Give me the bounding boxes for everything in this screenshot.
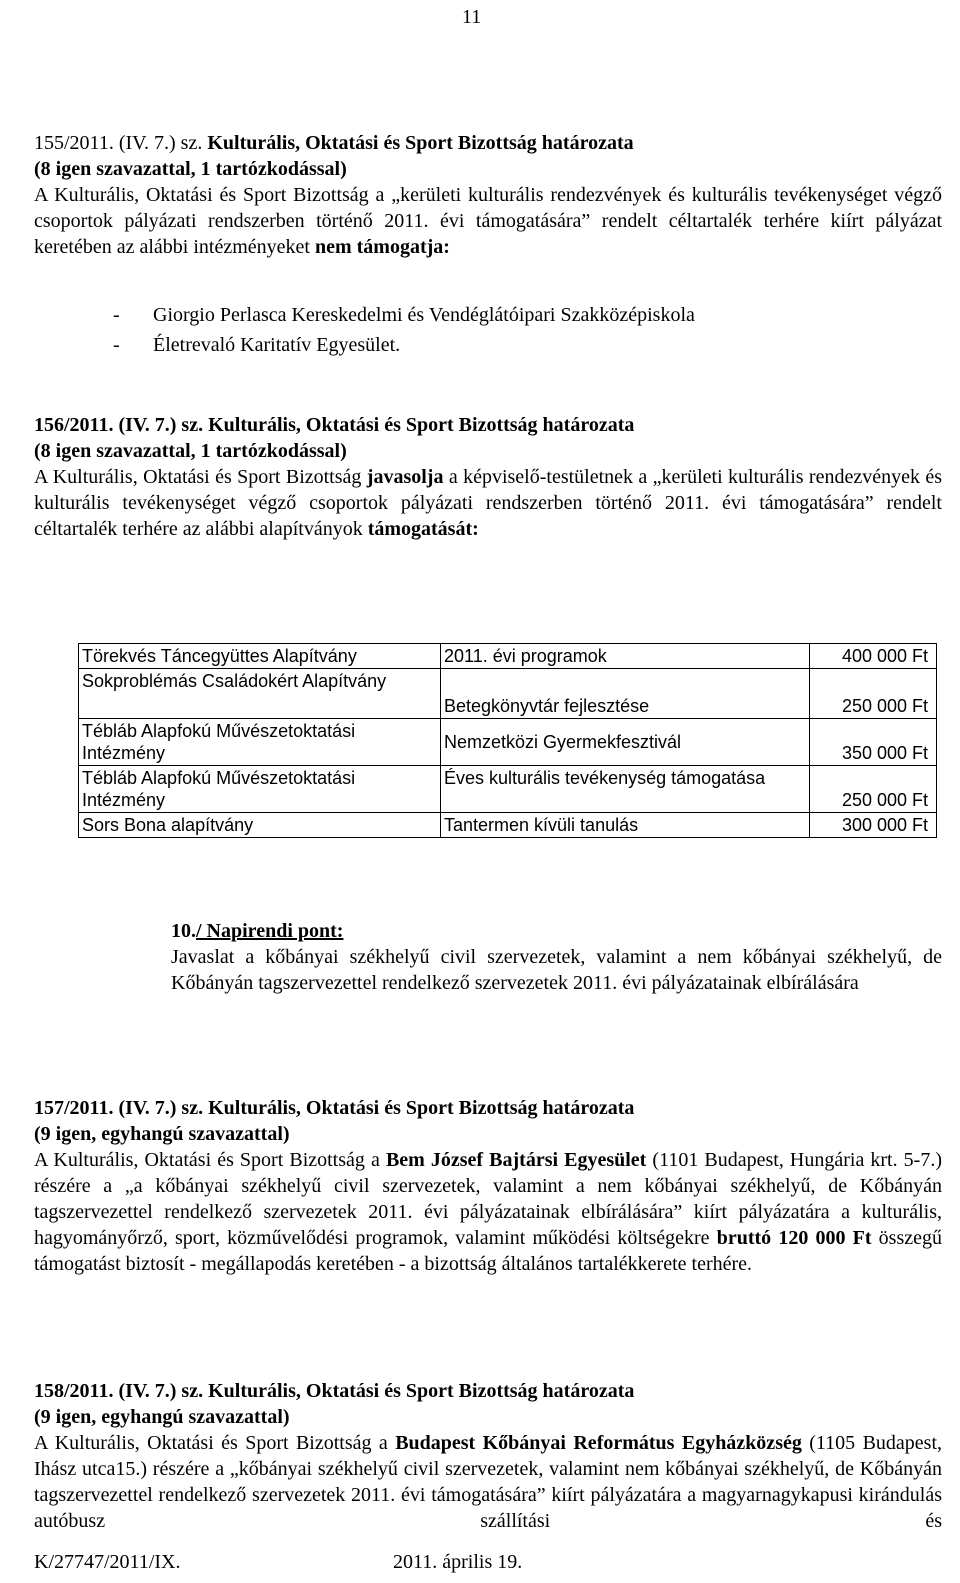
resolution-text-part: A Kulturális, Oktatási és Sport Bizottság a <box>34 1149 380 1171</box>
resolution-text-part: A Kulturális, Oktatási és Sport Bizottság a „kerületi kulturális rendezvények és kulturális tevékenységet végző csoportok pályázati rendszerben történő 2011. évi támogatására” rendelt céltartalék terhére kiírt pályázat keretében az alábbi intézményeket <box>34 184 942 258</box>
footer-date: 2011. április 19. <box>393 1551 523 1573</box>
resolution-text-emphasis: javasolja <box>366 466 444 488</box>
table-cell-purpose: Tantermen kívüli tanulás <box>441 813 810 838</box>
resolution-number: 158/2011. (IV. 7.) sz. <box>34 1380 204 1402</box>
table-row <box>79 669 937 719</box>
resolution-text-part: A Kulturális, Oktatási és Sport Bizottság <box>34 466 362 488</box>
table-cell-amount: 400 000 Ft <box>810 644 937 669</box>
table-cell-purpose: Nemzetközi Gyermekfesztivál <box>441 719 810 766</box>
table-row <box>79 719 937 766</box>
resolution-text-part: összegű támogatást biztosít - megállapodás keretében - a bizottság általános tartalékkerete terhére. <box>34 1227 942 1275</box>
resolution-heading <box>34 130 942 156</box>
resolution-text-part: A Kulturális, Oktatási és Sport Bizottság a <box>34 1432 388 1454</box>
resolution-text-emphasis: támogatását: <box>367 518 479 540</box>
table-cell-org: Sokproblémás Családokért Alapítvány <box>79 669 441 719</box>
table-row <box>79 766 937 813</box>
resolution-number: 156/2011. (IV. 7.) sz. <box>34 414 204 436</box>
page-number: 11 <box>462 6 482 28</box>
resolution-158 <box>34 1378 942 1534</box>
resolution-text-emphasis: nem támogatja: <box>314 236 450 258</box>
resolution-title: Kulturális, Oktatási és Sport Bizottság határozata <box>208 1097 635 1119</box>
table-cell-amount: 250 000 Ft <box>810 766 937 813</box>
resolution-text <box>34 464 942 542</box>
resolution-vote: (8 igen szavazattal, 1 tartózkodással) <box>34 440 347 462</box>
resolution-157 <box>34 1095 942 1277</box>
table-cell-amount: 300 000 Ft <box>810 813 937 838</box>
resolution-vote: (9 igen, egyhangú szavazattal) <box>34 1123 290 1145</box>
resolution-title: Kulturális, Oktatási és Sport Bizottság határozata <box>207 132 634 154</box>
agenda-heading <box>171 918 942 944</box>
resolution-text <box>34 182 942 260</box>
resolution-vote: (9 igen, egyhangú szavazattal) <box>34 1406 290 1428</box>
resolution-title: Kulturális, Oktatási és Sport Bizottság határozata <box>208 414 635 436</box>
list-item: - Giorgio Perlasca Kereskedelmi és Vendéglátóipari Szakközépiskola <box>113 304 695 326</box>
resolution-text-emphasis: bruttó 120 000 Ft <box>716 1227 872 1249</box>
table-row <box>79 644 937 669</box>
resolution-155 <box>34 130 942 260</box>
table-cell-purpose: Éves kulturális tevékenység támogatása <box>441 766 810 813</box>
list-item-text: Életrevaló Karitatív Egyesület. <box>153 334 401 356</box>
table-cell-purpose: Betegkönyvtár fejlesztése <box>441 669 810 719</box>
grant-table <box>78 643 937 838</box>
resolution-heading <box>34 412 942 438</box>
resolution-heading <box>34 1378 942 1404</box>
resolution-text-emphasis: Budapest Kőbányai Református Egyházközség <box>395 1432 802 1454</box>
list-item: - Életrevaló Karitatív Egyesület. <box>113 334 401 356</box>
agenda-text: Javaslat a kőbányai székhelyű civil szervezetek, valamint a nem kőbányai székhelyű, de Kőbányán tagszervezettel rendelkező szervezetek 2011. évi pályázatainak elbírálására <box>171 946 942 994</box>
table-cell-purpose: 2011. évi programok <box>441 644 810 669</box>
agenda-label: / Napirendi pont: <box>196 920 344 942</box>
resolution-heading <box>34 1095 942 1121</box>
resolution-title: Kulturális, Oktatási és Sport Bizottság határozata <box>208 1380 635 1402</box>
resolution-number: 157/2011. (IV. 7.) sz. <box>34 1097 204 1119</box>
resolution-156 <box>34 412 942 542</box>
resolution-text <box>34 1430 942 1534</box>
resolution-text <box>34 1147 942 1277</box>
resolution-number: 155/2011. (IV. 7.) sz. <box>34 132 203 154</box>
resolution-text-part: (1105 Budapest, Ihász utca15.) részére a „kőbányai székhelyű civil szervezetek, valamint nem kőbányai székhelyű, de Kőbányán tagszervezettel rendelkező szervezetek 2011. évi támogatására” kiírt pályázatára a magyarnagykapusi kirándulás autóbusz szállítási és <box>34 1432 943 1532</box>
table-cell-amount: 350 000 Ft <box>810 719 937 766</box>
table-cell-org: Tébláb Alapfokú Művészetoktatási Intézmény <box>79 719 441 766</box>
footer-reference: K/27747/2011/IX. <box>34 1551 181 1573</box>
table-cell-org: Tébláb Alapfokú Művészetoktatási Intézmény <box>79 766 441 813</box>
agenda-item <box>171 918 942 996</box>
agenda-number: 10. <box>171 920 196 942</box>
not-supported-list <box>113 300 695 360</box>
list-item-text: Giorgio Perlasca Kereskedelmi és Vendéglátóipari Szakközépiskola <box>153 304 695 326</box>
resolution-text-part: a képviselő-testületnek a „kerületi kulturális rendezvények és kulturális tevékenységet végző csoportok pályázati rendszerben történő 2011. évi támogatására” rendelt céltartalék terhére az alábbi alapítványok <box>34 466 942 540</box>
table-cell-org: Törekvés Táncegyüttes Alapítvány <box>79 644 441 669</box>
resolution-text-emphasis: Bem József Bajtársi Egyesület <box>385 1149 647 1171</box>
resolution-text-part: (1101 Budapest, Hungária krt. 5-7.) részére a „a kőbányai székhelyű civil szervezetek, valamint a nem kőbányai székhelyű, de Kőbányán tagszervezettel rendelkező szervezetek 2011. évi pályázatainak elbírálására” kiírt pályázatára a kulturális, hagyományőrző, sport, közművelődési programok, valamint működési költségekre <box>34 1149 943 1249</box>
table-cell-amount: 250 000 Ft <box>810 669 937 719</box>
resolution-vote: (8 igen szavazattal, 1 tartózkodással) <box>34 158 347 180</box>
table-row <box>79 813 937 838</box>
table-cell-org: Sors Bona alapítvány <box>79 813 441 838</box>
